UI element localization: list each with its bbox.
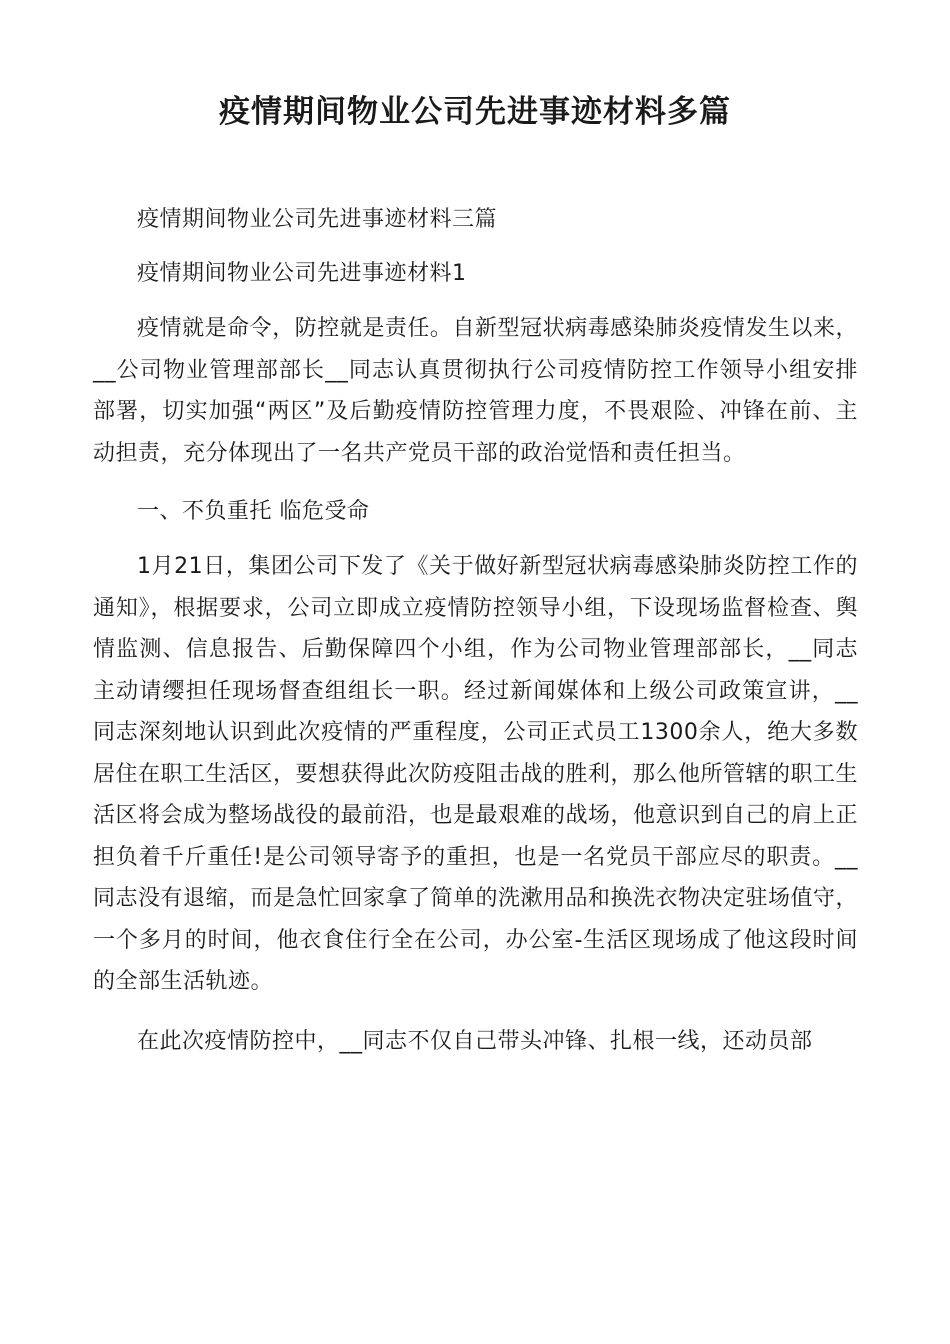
subtitle-paragraph: 疫情期间物业公司先进事迹材料三篇 <box>137 207 498 232</box>
body-paragraph: 1月21日，集团公司下发了《关于做好新型冠状病毒感染肺炎防控工作的通知》，根据要求，公司立即成立疫情防控领导小组，下设现场监督检查、舆情监测、信息报告、后勤保障四个小组，作为公司物业管理部部长，__同志主动请缨担任现场督查组组长一职。经过新闻媒体和上级公司政策宣讲，__同志深刻地认识到此次疫情的严重程度，公司正式员工1300余人，绝大多数居住在职工生活区，要想获得此次防疫阻击战的胜利，那么他所管辖的职工生活区将会成为整场战役的最前沿，也是最艰难的战场，他意识到自己的肩上正担负着千斤重任!是公司领导寄予的重担，也是一名党员干部应尽的职责。__同志没有退缩，而是急忙回家拿了简单的洗漱用品和换洗衣物决定驻场值守，一个多月的时间，他衣食住行全在公司，办公室-生活区现场成了他这段时间的全部生活轨迹。 <box>93 554 859 994</box>
section-heading-paragraph: 疫情期间物业公司先进事迹材料1 <box>137 261 467 286</box>
body-paragraph: 疫情就是命令，防控就是责任。自新型冠状病毒感染肺炎疫情发生以来，__公司物业管理部部长__同志认真贯彻执行公司疫情防控工作领导小组安排部署，切实加强“两区”及后勤疫情防控管理力度，不畏艰险、冲锋在前、主动担责，充分体现出了一名共产党员干部的政治觉悟和责任担当。 <box>93 316 858 466</box>
document-title: 疫情期间物业公司先进事迹材料多篇 <box>219 94 731 130</box>
body-paragraph: 在此次疫情防控中，__同志不仅自己带头冲锋、扎根一线，还动员部 <box>137 1028 813 1054</box>
document-body <box>93 200 858 1062</box>
section-heading-paragraph: 一、不负重托 临危受命 <box>137 499 370 524</box>
